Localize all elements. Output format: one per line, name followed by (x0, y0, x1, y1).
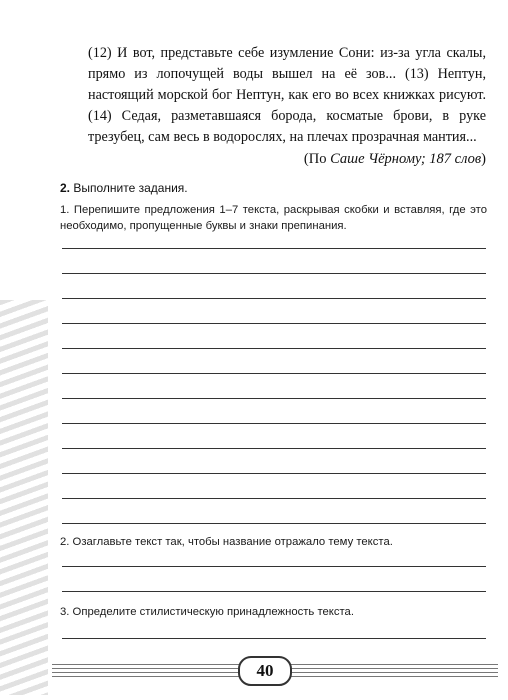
source-suffix: ) (481, 151, 486, 167)
task-3-text: 3. Определите стилистическую принадлежность текста. (60, 606, 354, 618)
reading-passage (88, 43, 486, 148)
answer-line[interactable] (62, 248, 486, 249)
passage-source (304, 151, 486, 168)
exercise-title: Выполните задания. (73, 181, 188, 195)
answer-line[interactable] (62, 498, 486, 499)
answer-line[interactable] (62, 523, 486, 524)
answer-line[interactable] (62, 273, 486, 274)
exercise-heading (60, 181, 188, 195)
answer-line[interactable] (62, 348, 486, 349)
passage-paragraph: (12) И вот, представьте себе изумление Сони: из-за угла скалы, прямо из лопочущей воды вышел на её зов... (13) Нептун, настоящий морской бог Нептун, как его во всех книжках рисуют. (14) Седая, разметавшаяся борода, косматые брови, в руке трезубец, сам весь в водорослях, на плечах прозрачная мантия... (88, 45, 486, 145)
page-number: 40 (238, 656, 292, 686)
answer-line[interactable] (62, 323, 486, 324)
answer-line[interactable] (62, 423, 486, 424)
answer-line[interactable] (62, 591, 486, 592)
source-prefix: (По (303, 151, 331, 167)
task-2-text: 2. Озаглавьте текст так, чтобы название отражало тему текста. (60, 536, 393, 548)
answer-line[interactable] (62, 373, 486, 374)
answer-line[interactable] (62, 566, 486, 567)
answer-line[interactable] (62, 473, 486, 474)
source-author: Саше Чёрному; 187 слов (330, 151, 482, 167)
decorative-stripes (0, 300, 48, 695)
answer-line[interactable] (62, 448, 486, 449)
answer-line[interactable] (62, 398, 486, 399)
exercise-number: 2. (60, 181, 71, 195)
task-1-text: 1. Перепишите предложения 1–7 текста, раскрывая скобки и вставляя, где это необходимо, пропущенные буквы и знаки препинания. (60, 204, 487, 232)
answer-line[interactable] (62, 638, 486, 639)
answer-line[interactable] (62, 298, 486, 299)
